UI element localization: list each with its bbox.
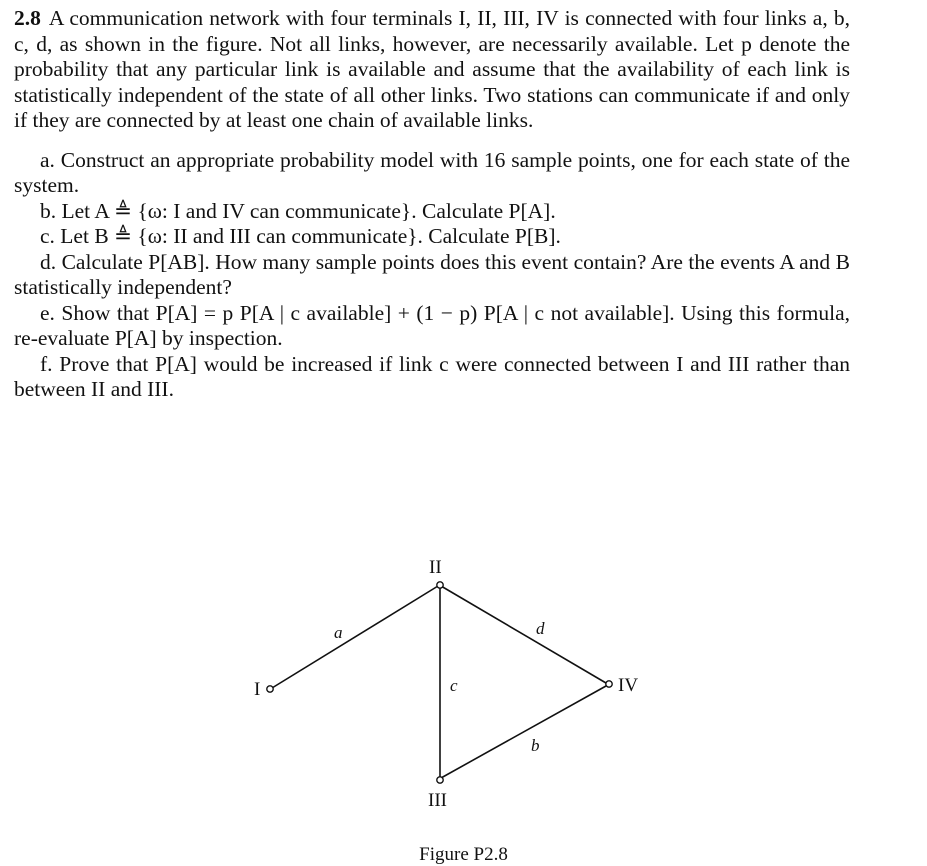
part-e: e. Show that P[A] = p P[A | c available] + (1 − p) P[A | c not available]. Using this formula, re-evaluate P[A] by inspection. <box>14 300 850 350</box>
link-b-line <box>441 686 606 778</box>
part-c: c. Let B ≜ {ω: II and III can communicate}. Calculate P[B]. <box>40 224 561 248</box>
figure-caption: Figure P2.8 <box>419 844 508 865</box>
node-III-label: III <box>428 790 447 811</box>
network-figure <box>0 550 927 864</box>
link-d-line <box>441 586 606 683</box>
node-I-terminal <box>267 686 273 692</box>
problem-parts <box>14 148 850 403</box>
network-diagram <box>0 550 927 840</box>
part-b: b. Let A ≜ {ω: I and IV can communicate}. Calculate P[A]. <box>40 198 556 223</box>
problem-text <box>14 6 850 403</box>
part-a: a. Construct an appropriate probability model with 16 sample points, one for each state of the system. <box>14 147 850 197</box>
link-d-label: d <box>536 619 545 638</box>
problem-statement <box>14 6 850 134</box>
part-f: f. Prove that P[A] would be increased if link c were connected between I and III rather than between II and III. <box>14 351 850 401</box>
problem-statement-text: A communication network with four terminals I, II, III, IV is connected with four links a, b, c, d, as shown in the figure. Not all links, however, are necessarily available. Let p denote the probability that any particular link is available and assume that the availability of each link is statistically independent of the state of all other links. Two stations can communicate if and only if they are connected by at least one chain of available links. <box>14 6 850 132</box>
link-c-label: c <box>450 676 458 695</box>
node-III-terminal <box>437 777 443 783</box>
node-I-label: I <box>254 679 261 700</box>
link-a-line <box>272 586 438 688</box>
problem-number: 2.8 <box>14 6 41 30</box>
node-II-label: II <box>429 557 442 578</box>
link-b-label: b <box>531 736 540 755</box>
link-a-label: a <box>334 623 343 642</box>
node-IV-label: IV <box>618 675 639 696</box>
part-d: d. Calculate P[AB]. How many sample points does this event contain? Are the events A and B statistically independent? <box>14 249 850 299</box>
node-II-terminal <box>437 582 443 588</box>
node-IV-terminal <box>606 681 612 687</box>
